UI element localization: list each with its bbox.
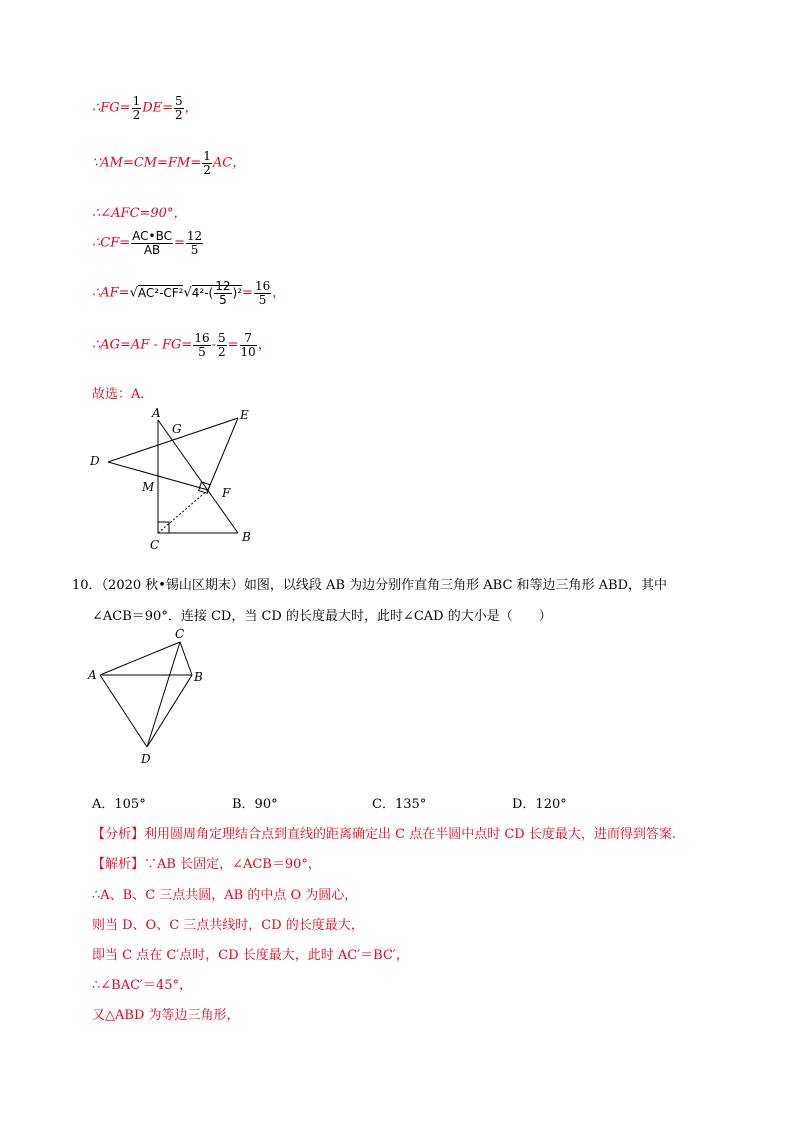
segment-cb	[180, 642, 192, 675]
segment-cd	[147, 642, 180, 747]
sqrt-icon: √	[183, 285, 192, 301]
label-a: A	[152, 406, 161, 420]
option-b[interactable]: B．90°	[232, 797, 278, 812]
label-a: A	[88, 668, 97, 682]
af-eq: =	[242, 285, 253, 301]
answer-choice-line: 故选：A．	[92, 387, 154, 402]
label-b: B	[194, 670, 203, 684]
solution-line-afc: ∴∠AFC=90°，	[92, 206, 187, 221]
fraction-half: $\frac{1}{2}$	[203, 149, 211, 177]
cf-prefix: ∴CF=	[92, 235, 131, 251]
af-prefix: ∴AF=	[92, 285, 130, 301]
fraction-5-2: $\frac{5}{2}$	[218, 331, 226, 359]
ag-prefix: ∴AG=AF - FG=	[92, 337, 193, 353]
option-c[interactable]: C．135°	[372, 797, 427, 812]
sqrt-icon: √	[129, 285, 138, 301]
label-c: C	[175, 627, 185, 641]
af-suffix: ，	[272, 285, 286, 301]
segment-ad	[100, 675, 147, 747]
question-10-line-2: ∠ACB＝90°．连接 CD，当 CD 的长度最大时，此时∠CAD 的大小是（ ）	[92, 609, 552, 624]
solution-line-cf	[92, 230, 204, 256]
label-d: D	[141, 752, 151, 766]
fraction-12-5: $\frac{12}{5}$	[215, 279, 231, 307]
segment-cf-dashed	[158, 490, 208, 533]
fg-suffix: ，	[184, 100, 198, 116]
am-prefix: ∵AM=CM=FM=	[92, 155, 202, 171]
solution-line-3: 则当 D、O、C 三点共线时，CD 的长度最大，	[92, 918, 364, 933]
solution-line-2: ∴A、B、C 三点共圆，AB 的中点 O 为圆心，	[92, 888, 358, 903]
fraction-half: $\frac{1}{2}$	[132, 94, 141, 122]
radicand-2: 4²-( $\frac{12}{5}$ )²	[191, 279, 243, 307]
fraction-result: $\frac{12}{5}$	[186, 229, 203, 257]
ag-suffix: ，	[257, 337, 271, 353]
solution-line-1: 【解析】∵AB 长固定，∠ACB＝90°，	[92, 857, 321, 872]
am-suffix: AC，	[212, 155, 246, 171]
geometry-figure-1	[80, 405, 280, 555]
label-m: M	[142, 480, 155, 494]
solution-line-6: 又△ABD 为等边三角形，	[92, 1008, 240, 1023]
option-a[interactable]: A．105°	[92, 797, 146, 812]
label-f: F	[222, 486, 231, 500]
fraction-result: $\frac{5}{2}$	[175, 94, 183, 122]
fraction-result: $\frac{16}{5}$	[254, 279, 271, 307]
solution-line-ag	[92, 332, 271, 358]
fg-mid: DE=	[142, 100, 174, 116]
fraction-16-5: $\frac{16}{5}$	[194, 331, 210, 359]
label-c: C	[150, 538, 160, 552]
cf-eq: =	[174, 235, 185, 251]
analysis-line: 【分析】利用圆周角定理结合点到直线的距离确定出 C 点在半圆中点时 CD 长度最大，进而得到答案.	[92, 827, 676, 842]
right-angle-mark-c	[158, 522, 169, 533]
ag-eq: =	[227, 337, 239, 353]
label-e: E	[240, 408, 249, 422]
solution-line-am	[92, 150, 245, 176]
fraction-7-10: $\frac{7}{10}$	[240, 331, 256, 359]
geometry-figure-2	[85, 625, 225, 770]
fraction-acbc-ab: $\frac{AC•BC}{AB}$	[132, 229, 172, 257]
fg-prefix: ∴FG=	[92, 100, 131, 116]
label-b: B	[242, 530, 251, 544]
ag-minus: -	[211, 337, 216, 353]
segment-ab	[158, 420, 238, 533]
solution-line-5: ∴∠BAC′＝45°，	[92, 978, 193, 993]
radicand-1: AC²-CF²	[137, 285, 184, 300]
segment-bd	[147, 675, 192, 747]
option-d[interactable]: D．120°	[512, 797, 567, 812]
label-g: G	[172, 422, 182, 436]
solution-line-4: 即当 C 点在 C′点时，CD 长度最大，此时 AC′＝BC′，	[92, 948, 409, 963]
question-10-line-1: 10．（2020 秋•锡山区期末）如图，以线段 AB 为边分别作直角三角形 ABC 和等边三角形 ABD，其中	[72, 578, 668, 593]
segment-ac	[100, 642, 180, 675]
segment-ef	[208, 418, 238, 490]
solution-line-fg	[92, 95, 198, 121]
label-d: D	[90, 454, 100, 468]
solution-line-af	[92, 280, 285, 306]
